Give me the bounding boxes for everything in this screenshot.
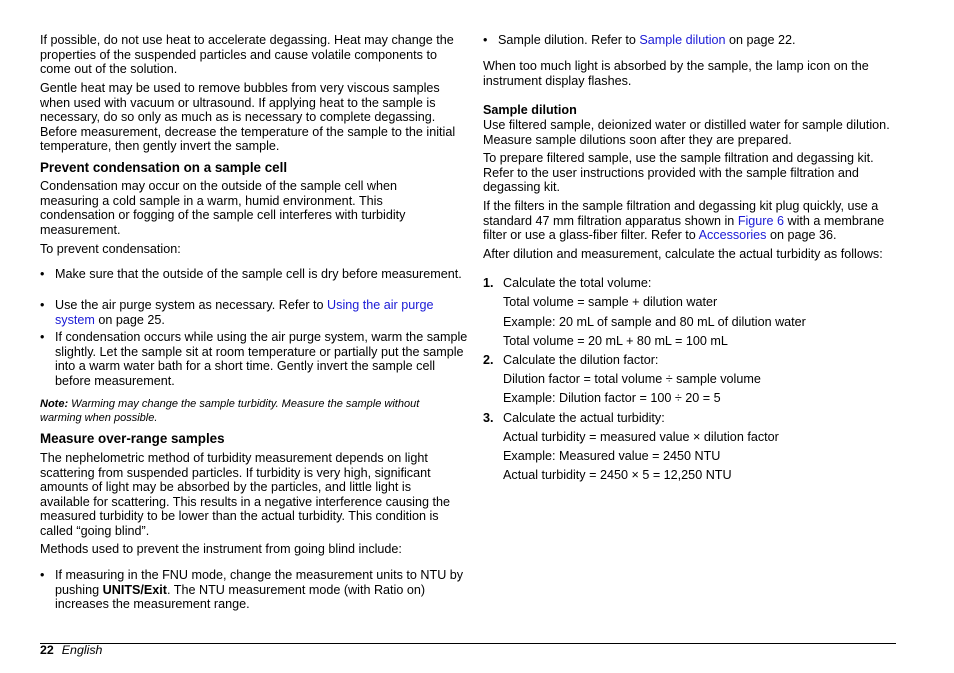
subsection-heading: Sample dilution [483,103,577,117]
bullet-icon: • [40,298,45,312]
step-text: Calculate the actual turbidity: [503,411,665,425]
list-item [483,33,910,48]
formula-line: Example: 20 mL of sample and 80 mL of dilution water [503,315,806,329]
list-item-text: Sample dilution. Refer to [498,33,640,47]
step-2 [483,353,915,368]
paragraph: To prevent condensation: [40,242,181,256]
note-text: Warming may change the sample turbidity. Measure the sample without warming when possible. [40,398,420,424]
paragraph: Methods used to prevent the instrument from going blind include: [40,542,402,556]
link-figure-6[interactable]: Figure 6 [737,213,785,228]
bullet-icon: • [40,568,45,582]
list-item-text: If measuring in the FNU mode, change the measurement units to NTU by pushing [55,568,464,597]
step-number: 3. [483,411,494,425]
formula-line: Total volume = 20 mL + 80 mL = 100 mL [503,334,728,348]
step-number: 2. [483,353,494,367]
list-item-text: If condensation occurs while using the air purge system, warm the sample slightly. Let the sample sit at room temperature or partially put the sample into a warm water bath for a short time. Gently invert the sample cell before measurement. [55,330,468,388]
link-sample-dilution[interactable]: Sample dilution [639,33,726,47]
paragraph [483,199,895,243]
bullet-icon: • [40,267,45,281]
step-number: 1. [483,276,494,290]
list-item-text: Use the air purge system as necessary. Refer to [55,298,328,312]
list-item [40,330,473,388]
link-using-air-purge-system[interactable]: Using the air purge system [55,298,434,327]
button-name: UNITS/Exit [102,582,168,597]
list-item-text: . The NTU measurement mode (with Ratio on) increases the measurement range. [55,582,426,611]
paragraph: After dilution and measurement, calculate the actual turbidity as follows: [483,247,883,261]
formula-line: Dilution factor = total volume ÷ sample volume [503,372,761,386]
list-item-text: Make sure that the outside of the sample cell is dry before measurement. [55,267,462,281]
bullet-icon: • [483,33,488,47]
list-item [40,568,473,612]
section-heading: Measure over-range samples [40,431,225,446]
formula-line: Example: Measured value = 2450 NTU [503,449,721,463]
paragraph: The nephelometric method of turbidity measurement depends on light scattering from suspended particles. If turbidity is very high, significant amounts of light may be absorbed by the particles, and little light is available for scattering. This results in a negative interference causing the measured turbidity to be lower than the actual turbidity. This condition is called “going blind”. [40,451,450,538]
note [40,398,458,425]
step-text: Calculate the dilution factor: [503,353,659,367]
formula-line: Example: Dilution factor = 100 ÷ 20 = 5 [503,391,721,405]
page-number: 22 [40,643,54,657]
text: with a membrane filter or use a glass-fiber filter. Refer to [483,213,885,242]
list-item [40,267,473,282]
bullet-icon: • [40,330,45,344]
note-label: Note: [40,398,69,410]
paragraph: Use filtered sample, deionized water or distilled water for sample dilution. Measure sample dilutions soon after they are prepared. [483,118,890,147]
link-accessories[interactable]: Accessories [698,228,767,242]
formula-line: Total volume = sample + dilution water [503,295,718,309]
step-text: Calculate the total volume: [503,276,652,290]
paragraph: If possible, do not use heat to accelerate degassing. Heat may change the properties of the suspended particles and cause volatile components to come out of the solution. [40,33,454,76]
formula-line: Actual turbidity = 2450 × 5 = 12,250 NTU [503,468,732,482]
paragraph: Condensation may occur on the outside of the sample cell when measuring a cold sample in a warm, humid environment. This condensation or fogging of the sample cell interferes with turbidity measurement. [40,179,406,237]
text: on page 36. [766,228,837,242]
step-1 [483,276,915,291]
paragraph: To prepare filtered sample, use the sample filtration and degassing kit. Refer to the user instructions provided with the sample filtration and degassing kit. [483,151,874,194]
page-footer [40,643,102,658]
footer-language: English [61,643,103,657]
list-item-text: on page 25. [94,312,165,327]
section-heading: Prevent condensation on a sample cell [40,160,288,175]
paragraph: Gentle heat may be used to remove bubbles from very viscous samples when used with vacuum or ultrasound. If applying heat to the sample is necessary, do so only as much as is necessary to complete degassing. Before measurement, decrease the temperature of the sample to the initial temperature, then gently invert the sample. [40,81,456,153]
footer-divider [40,643,896,644]
formula-line: Actual turbidity = measured value × dilution factor [503,430,779,444]
list-item [40,298,473,327]
paragraph: When too much light is absorbed by the sample, the lamp icon on the instrument display flashes. [483,59,869,88]
step-3 [483,411,915,426]
list-item-text: on page 22. [725,33,796,47]
text: If the filters in the sample filtration and degassing kit plug quickly, use a standard 47 mm filtration apparatus shown in [483,199,879,228]
